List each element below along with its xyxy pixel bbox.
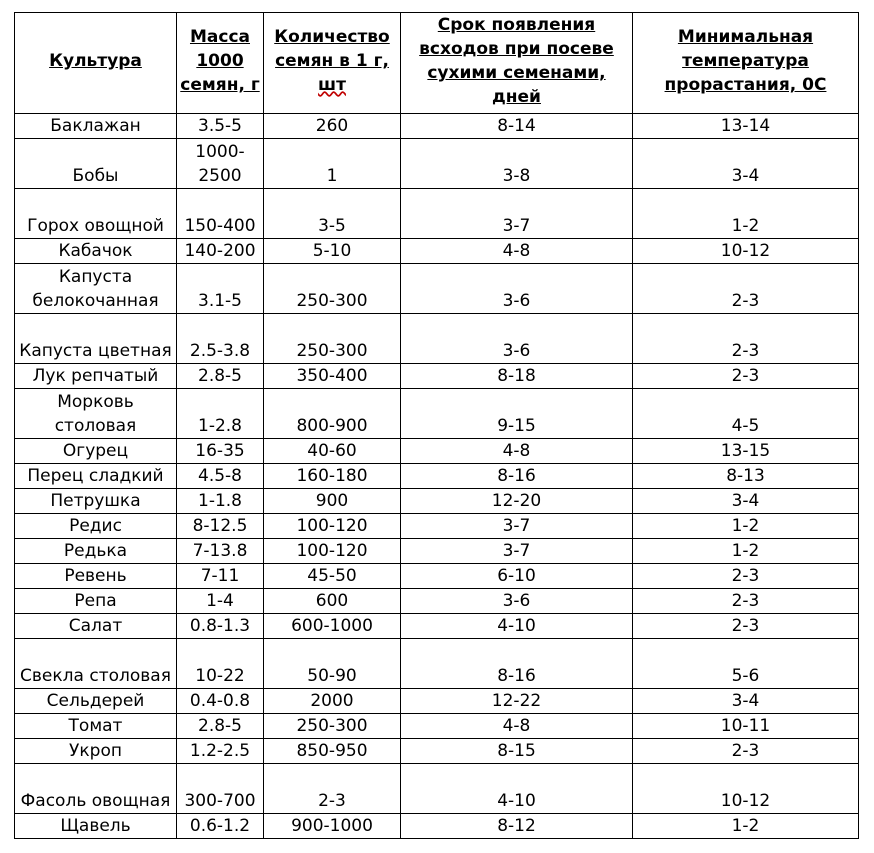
cell-count: 350-400 xyxy=(264,364,401,389)
cell-temp: 2-3 xyxy=(633,564,859,589)
cell-temp: 1-2 xyxy=(633,539,859,564)
cell-temp: 2-3 xyxy=(633,739,859,764)
cell-mass: 1000-2500 xyxy=(177,139,264,189)
cell-count: 3-5 xyxy=(264,189,401,239)
table-row xyxy=(15,314,859,364)
cell-mass: 10-22 xyxy=(177,639,264,689)
table-row xyxy=(15,114,859,139)
cell-days: 8-18 xyxy=(401,364,633,389)
cell-count: 260 xyxy=(264,114,401,139)
cell-days: 3-7 xyxy=(401,514,633,539)
cell-temp: 13-14 xyxy=(633,114,859,139)
cell-days: 3-6 xyxy=(401,264,633,314)
cell-crop: Салат xyxy=(15,614,177,639)
cell-count: 2000 xyxy=(264,689,401,714)
cell-temp: 10-12 xyxy=(633,764,859,814)
cell-temp: 3-4 xyxy=(633,489,859,514)
cell-days: 4-10 xyxy=(401,614,633,639)
cell-count: 250-300 xyxy=(264,264,401,314)
cell-crop: Капуста цветная xyxy=(15,314,177,364)
cell-crop: Бобы xyxy=(15,139,177,189)
cell-mass: 3.1-5 xyxy=(177,264,264,314)
cell-temp: 1-2 xyxy=(633,189,859,239)
cell-days: 8-16 xyxy=(401,639,633,689)
cell-days: 3-7 xyxy=(401,189,633,239)
cell-days: 8-16 xyxy=(401,464,633,489)
cell-mass: 16-35 xyxy=(177,439,264,464)
table-row xyxy=(15,514,859,539)
cell-crop: Укроп xyxy=(15,739,177,764)
cell-crop: Кабачок xyxy=(15,239,177,264)
cell-temp: 8-13 xyxy=(633,464,859,489)
cell-mass: 150-400 xyxy=(177,189,264,239)
cell-days: 3-8 xyxy=(401,139,633,189)
cell-mass: 2.8-5 xyxy=(177,714,264,739)
cell-count: 900-1000 xyxy=(264,814,401,839)
table-row xyxy=(15,764,859,814)
cell-days: 4-8 xyxy=(401,439,633,464)
cell-count: 900 xyxy=(264,489,401,514)
cell-mass: 7-13.8 xyxy=(177,539,264,564)
cell-mass: 2.8-5 xyxy=(177,364,264,389)
cell-count: 800-900 xyxy=(264,389,401,439)
cell-mass: 8-12.5 xyxy=(177,514,264,539)
cell-days: 12-20 xyxy=(401,489,633,514)
header-count xyxy=(264,13,401,114)
cell-mass: 1.2-2.5 xyxy=(177,739,264,764)
table-row xyxy=(15,639,859,689)
cell-crop: Огурец xyxy=(15,439,177,464)
cell-mass: 4.5-8 xyxy=(177,464,264,489)
cell-days: 4-8 xyxy=(401,239,633,264)
cell-count: 50-90 xyxy=(264,639,401,689)
cell-crop: Морковь столовая xyxy=(15,389,177,439)
cell-temp: 10-11 xyxy=(633,714,859,739)
cell-days: 4-10 xyxy=(401,764,633,814)
cell-temp: 2-3 xyxy=(633,314,859,364)
table-row xyxy=(15,139,859,189)
cell-count: 5-10 xyxy=(264,239,401,264)
cell-mass: 1-2.8 xyxy=(177,389,264,439)
table-row xyxy=(15,539,859,564)
cell-mass: 7-11 xyxy=(177,564,264,589)
header-count-unit: шт xyxy=(318,75,346,95)
header-crop: Культура xyxy=(15,13,177,114)
cell-crop: Горох овощной xyxy=(15,189,177,239)
cell-count: 45-50 xyxy=(264,564,401,589)
table-row xyxy=(15,689,859,714)
table-row xyxy=(15,189,859,239)
cell-temp: 3-4 xyxy=(633,139,859,189)
cell-count: 250-300 xyxy=(264,714,401,739)
cell-days: 3-6 xyxy=(401,589,633,614)
cell-crop: Редька xyxy=(15,539,177,564)
table-row xyxy=(15,364,859,389)
header-row xyxy=(15,13,859,114)
cell-crop: Щавель xyxy=(15,814,177,839)
cell-days: 8-12 xyxy=(401,814,633,839)
header-days: Срок появления всходов при посеве сухими семенами, дней xyxy=(401,13,633,114)
cell-days: 8-15 xyxy=(401,739,633,764)
table-row xyxy=(15,814,859,839)
cell-temp: 13-15 xyxy=(633,439,859,464)
cell-crop: Ревень xyxy=(15,564,177,589)
table-row xyxy=(15,589,859,614)
cell-mass: 2.5-3.8 xyxy=(177,314,264,364)
cell-crop: Петрушка xyxy=(15,489,177,514)
cell-count: 1 xyxy=(264,139,401,189)
cell-crop: Томат xyxy=(15,714,177,739)
cell-crop: Редис xyxy=(15,514,177,539)
header-count-main: Количество семян в 1 г, xyxy=(274,27,390,71)
cell-temp: 2-3 xyxy=(633,264,859,314)
table-row xyxy=(15,389,859,439)
table-row xyxy=(15,739,859,764)
cell-mass: 0.8-1.3 xyxy=(177,614,264,639)
cell-count: 250-300 xyxy=(264,314,401,364)
seed-table xyxy=(14,12,859,839)
table-row xyxy=(15,439,859,464)
cell-temp: 2-3 xyxy=(633,614,859,639)
cell-crop: Сельдерей xyxy=(15,689,177,714)
cell-days: 6-10 xyxy=(401,564,633,589)
cell-days: 3-6 xyxy=(401,314,633,364)
cell-mass: 0.4-0.8 xyxy=(177,689,264,714)
cell-crop: Капуста белокочанная xyxy=(15,264,177,314)
cell-temp: 2-3 xyxy=(633,364,859,389)
cell-temp: 2-3 xyxy=(633,589,859,614)
header-mass: Масса 1000 семян, г xyxy=(177,13,264,114)
cell-mass: 300-700 xyxy=(177,764,264,814)
cell-count: 600-1000 xyxy=(264,614,401,639)
cell-count: 40-60 xyxy=(264,439,401,464)
cell-crop: Фасоль овощная xyxy=(15,764,177,814)
cell-count: 600 xyxy=(264,589,401,614)
table-row xyxy=(15,489,859,514)
cell-count: 100-120 xyxy=(264,514,401,539)
cell-days: 4-8 xyxy=(401,714,633,739)
cell-days: 9-15 xyxy=(401,389,633,439)
cell-crop: Лук репчатый xyxy=(15,364,177,389)
cell-temp: 1-2 xyxy=(633,814,859,839)
cell-days: 8-14 xyxy=(401,114,633,139)
cell-temp: 10-12 xyxy=(633,239,859,264)
cell-mass: 0.6-1.2 xyxy=(177,814,264,839)
cell-count: 850-950 xyxy=(264,739,401,764)
cell-crop: Перец сладкий xyxy=(15,464,177,489)
cell-crop: Свекла столовая xyxy=(15,639,177,689)
cell-count: 2-3 xyxy=(264,764,401,814)
cell-crop: Репа xyxy=(15,589,177,614)
cell-mass: 140-200 xyxy=(177,239,264,264)
cell-count: 100-120 xyxy=(264,539,401,564)
table-row xyxy=(15,464,859,489)
cell-crop: Баклажан xyxy=(15,114,177,139)
table-row xyxy=(15,264,859,314)
cell-temp: 5-6 xyxy=(633,639,859,689)
cell-mass: 1-4 xyxy=(177,589,264,614)
table-row xyxy=(15,714,859,739)
cell-days: 3-7 xyxy=(401,539,633,564)
cell-days: 12-22 xyxy=(401,689,633,714)
cell-count: 160-180 xyxy=(264,464,401,489)
cell-mass: 1-1.8 xyxy=(177,489,264,514)
header-temp: Минимальная температура прорастания, 0С xyxy=(633,13,859,114)
cell-temp: 4-5 xyxy=(633,389,859,439)
cell-temp: 3-4 xyxy=(633,689,859,714)
table-row xyxy=(15,564,859,589)
cell-mass: 3.5-5 xyxy=(177,114,264,139)
cell-temp: 1-2 xyxy=(633,514,859,539)
table-row xyxy=(15,239,859,264)
table-row xyxy=(15,614,859,639)
